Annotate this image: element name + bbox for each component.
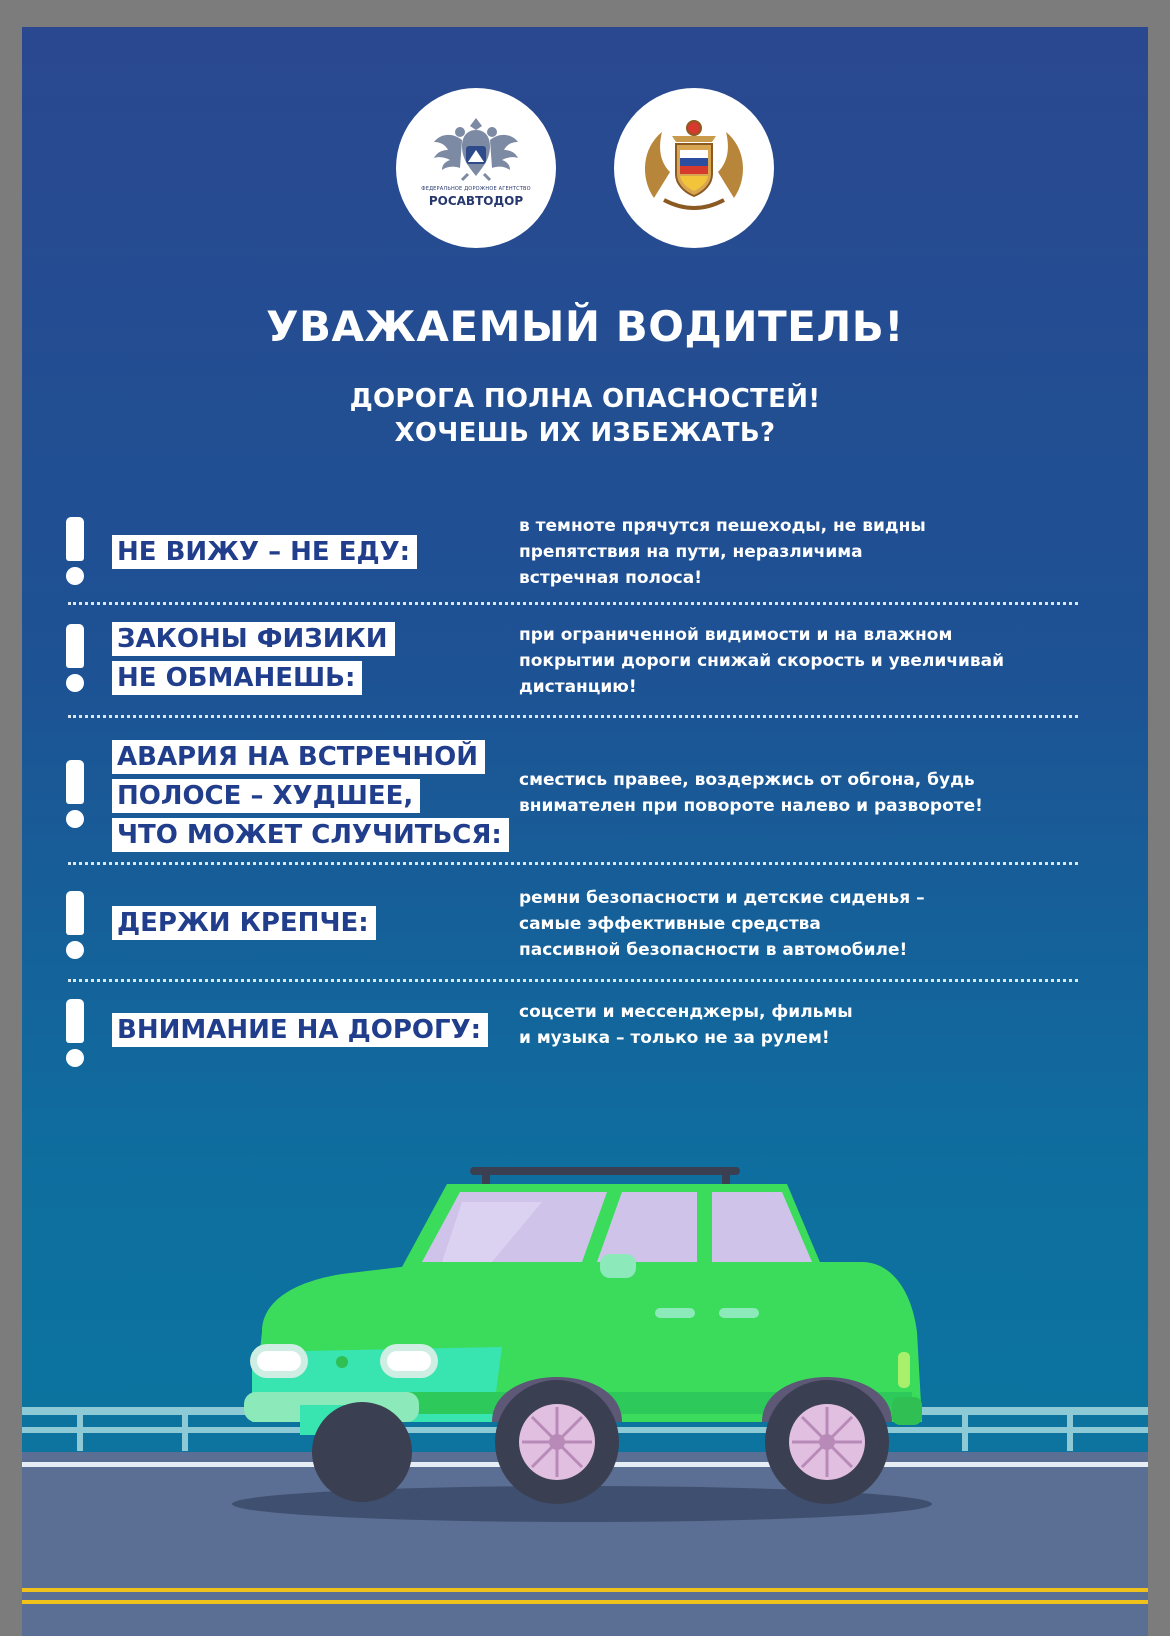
- tip-text: [519, 767, 1079, 819]
- tip-text: [519, 885, 1079, 963]
- tip-text-line: препятствия на пути, неразличима: [519, 542, 863, 562]
- rosavtodor-logo: [396, 88, 556, 248]
- tip-text-line: соцсети и мессенджеры, фильмы: [519, 1002, 853, 1022]
- tip-label: ВНИМАНИЕ НА ДОРОГУ:: [112, 1013, 488, 1047]
- tip-label: ЧТО МОЖЕТ СЛУЧИТЬСЯ:: [112, 818, 509, 852]
- tip-headline: [112, 740, 509, 857]
- tip-text-line: в темноте прячутся пешеходы, не видны: [519, 516, 926, 536]
- dotted-divider: [68, 862, 1078, 865]
- tip-text-line: встречная полоса!: [519, 568, 702, 588]
- poster: [22, 27, 1148, 1636]
- dotted-divider: [68, 602, 1078, 605]
- tip-headline: [112, 535, 417, 574]
- tip-text-line: и музыка – только не за рулем!: [519, 1028, 830, 1048]
- tip-headline: [112, 906, 376, 945]
- dotted-divider: [68, 715, 1078, 718]
- tip-text-line: пассивной безопасности в автомобиле!: [519, 940, 908, 960]
- tip-text-line: сместись правее, воздержись от обгона, будь: [519, 770, 975, 790]
- tip-text-line: ремни безопасности и детские сиденья –: [519, 888, 925, 908]
- tip-text-line: покрытии дороги снижай скорость и увеличивай: [519, 651, 1005, 671]
- tip-headline: [112, 1013, 488, 1052]
- tip-label: ЗАКОНЫ ФИЗИКИ: [112, 622, 395, 656]
- tip-text: [519, 622, 1079, 700]
- tip-text: [519, 513, 1079, 591]
- tip-text-line: дистанцию!: [519, 677, 637, 697]
- tip-text-line: самые эффективные средства: [519, 914, 821, 934]
- tip-label: ДЕРЖИ КРЕПЧЕ:: [112, 906, 376, 940]
- tip-label: ПОЛОСЕ – ХУДШЕЕ,: [112, 779, 420, 813]
- double-headed-eagle-emblem-icon: [396, 88, 556, 248]
- tip-label: АВАРИЯ НА ВСТРЕЧНОЙ: [112, 740, 485, 774]
- agency-caption: ФЕДЕРАЛЬНОЕ ДОРОЖНОЕ АГЕНТСТВО: [421, 186, 531, 192]
- traffic-police-emblem-icon: [614, 88, 774, 248]
- agency-brand: РОСАВТОДОР: [428, 194, 524, 208]
- tip-headline: [112, 622, 395, 700]
- tip-text-line: при ограниченной видимости и на влажном: [519, 625, 953, 645]
- subtitle-line: ДОРОГА ПОЛНА ОПАСНОСТЕЙ!: [349, 384, 821, 414]
- tip-label: НЕ ВИЖУ – НЕ ЕДУ:: [112, 535, 417, 569]
- subtitle-line: ХОЧЕШЬ ИХ ИЗБЕЖАТЬ?: [394, 418, 776, 448]
- green-car-on-road-icon: [22, 1122, 1148, 1636]
- tip-text-line: внимателен при повороте налево и развороте!: [519, 796, 983, 816]
- tip-text: [519, 999, 1079, 1051]
- page-title: УВАЖАЕМЫЙ ВОДИТЕЛЬ!: [266, 302, 904, 351]
- traffic-police-logo: [614, 88, 774, 248]
- dotted-divider: [68, 979, 1078, 982]
- tip-label: НЕ ОБМАНЕШЬ:: [112, 661, 362, 695]
